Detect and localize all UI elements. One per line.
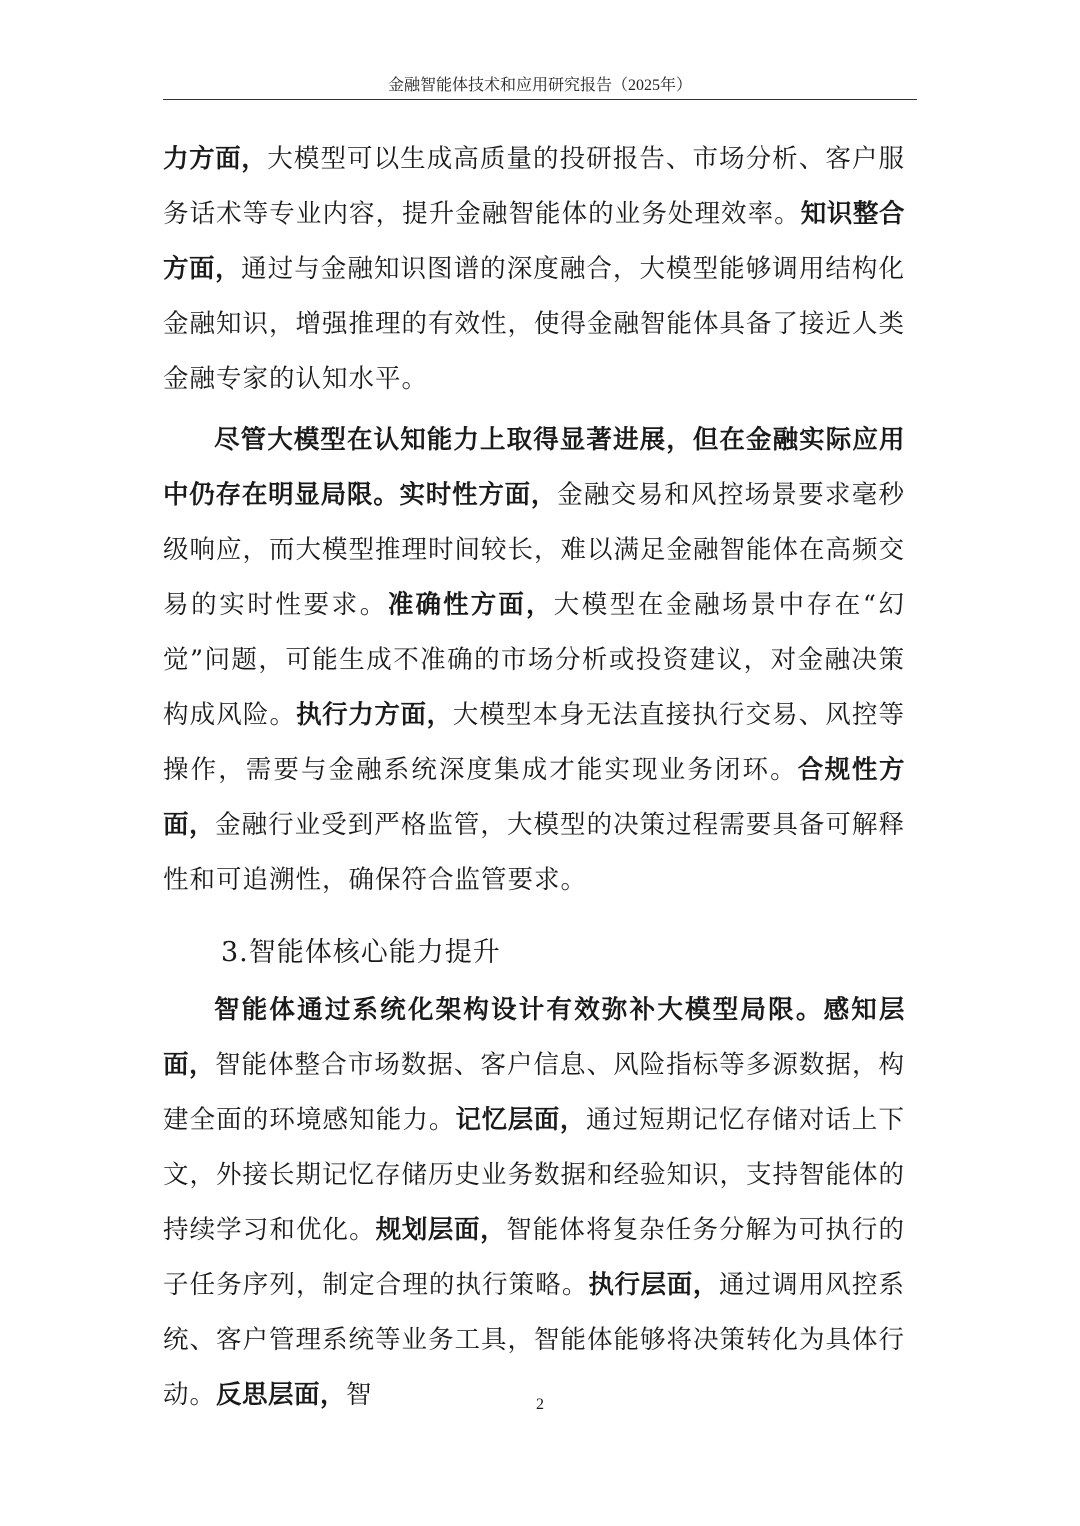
paragraph-cognition-continued (163, 132, 905, 407)
body-text: 通过短期记忆存储对话上下文，外接长期记忆存储历史业务数据和经验知识，支持智能体的持续学习和优化。 (163, 1105, 906, 1245)
body-text: 金融交易和风控场景要求毫秒级响应，而大模型推理时间较长，难以满足金融智能体在高频交易的实时性要求。 (163, 480, 906, 620)
paragraph-agent-capabilities (163, 983, 905, 1423)
bold-phrase: 尽管大模型在认知能力上取得显著进展，但在金融实际应用中仍存在明显局限。实时性方面， (163, 425, 905, 510)
bold-phrase: 力方面， (163, 144, 268, 174)
section-heading: 3.智能体核心能力提升 (221, 937, 501, 968)
body-text: 大模型在金融场景中存在“幻觉”问题，可能生成不准确的市场分析或投资建议，对金融决策构成风险。 (163, 590, 905, 730)
bold-phrase: 准确性方面， (387, 590, 554, 620)
bold-phrase: 合规性方面， (163, 755, 905, 840)
bold-phrase: 规划层面， (375, 1215, 507, 1245)
body-text: 智能体将复杂任务分解为可执行的子任务序列，制定合理的执行策略。 (163, 1215, 905, 1300)
body-text: 大模型本身无法直接执行交易、风控等操作，需要与金融系统深度集成才能实现业务闭环。 (163, 700, 905, 785)
bold-phrase: 知识整合方面， (163, 199, 905, 284)
header-rule (163, 99, 917, 100)
page-number: 2 (536, 1396, 544, 1413)
body-text: 通过与金融知识图谱的深度融合，大模型能够调用结构化金融知识，增强推理的有效性，使得金融智能体具备了接近人类金融专家的认知水平。 (163, 254, 906, 394)
bold-phrase: 执行层面， (588, 1270, 719, 1300)
bold-phrase: 反思层面， (216, 1380, 347, 1410)
body-text: 智能体整合市场数据、客户信息、风险指标等多源数据，构建全面的环境感知能力。 (163, 1050, 905, 1135)
body-text: 通过调用风控系统、客户管理系统等业务工具，智能体能够将决策转化为具体行动。 (163, 1270, 906, 1410)
body-text: 智 (346, 1380, 373, 1410)
bold-phrase: 记忆层面， (455, 1105, 586, 1135)
running-header: 金融智能体技术和应用研究报告（2025年） (387, 77, 692, 94)
body-text: 大模型可以生成高质量的投研报告、市场分析、客户服务话术等专业内容，提升金融智能体的业务处理效率。 (163, 144, 905, 229)
body-text: 金融行业受到严格监管，大模型的决策过程需要具备可解释性和可追溯性，确保符合监管要求。 (163, 810, 905, 895)
bold-phrase: 智能体通过系统化架构设计有效弥补大模型局限。感知层面， (163, 995, 905, 1080)
paragraph-limitations (163, 413, 905, 908)
bold-phrase: 执行力方面， (296, 700, 453, 730)
